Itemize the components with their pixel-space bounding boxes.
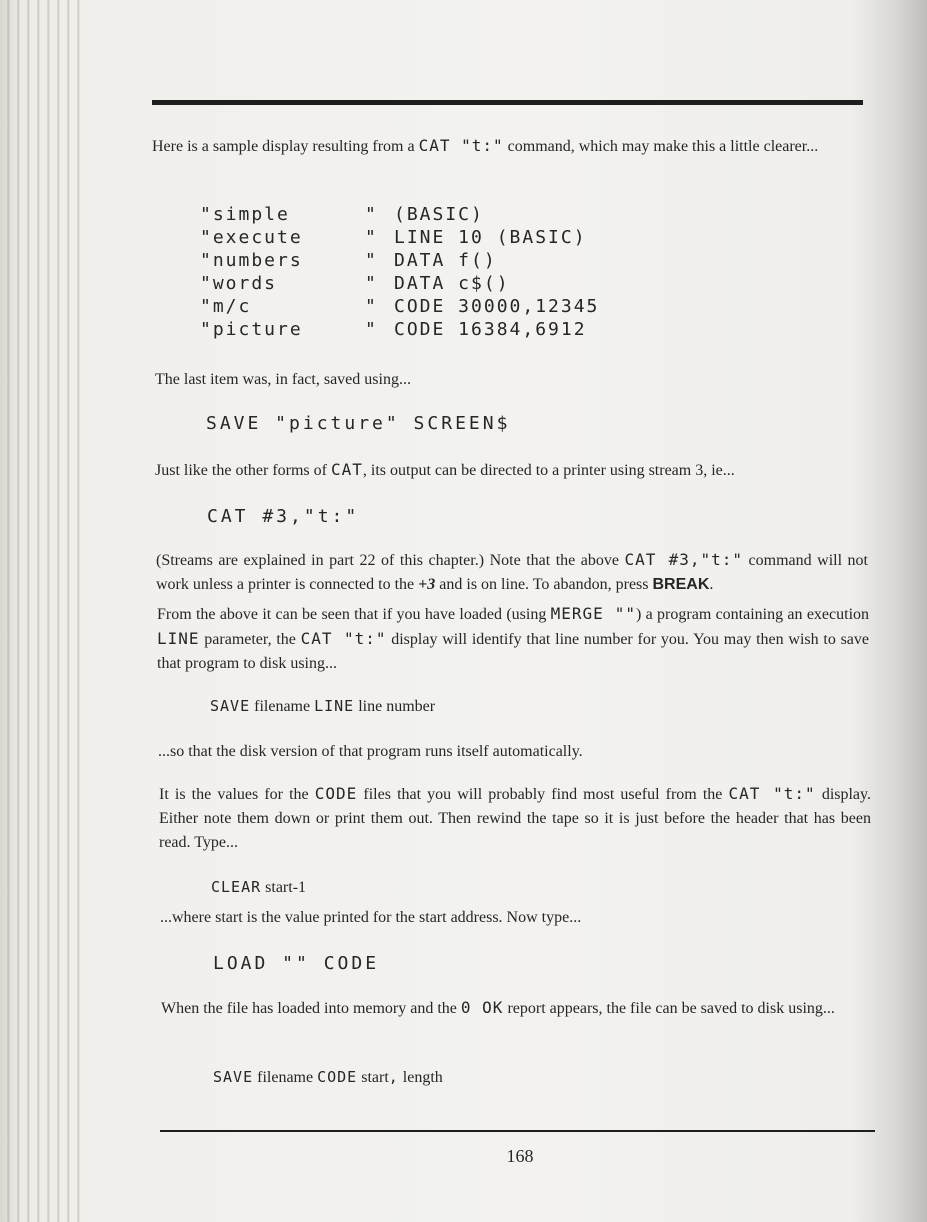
code-cat-stream: CAT #3,"t:" xyxy=(207,506,360,527)
code-text: line number xyxy=(354,698,436,715)
loaded-text-end: report appears, the file can be saved to disk using... xyxy=(503,1000,835,1017)
code-text: length xyxy=(398,1069,443,1086)
intro-text-end: command, which may make this a little clearer... xyxy=(503,138,819,155)
merge-text-mid2: parameter, the xyxy=(199,631,301,648)
cat-keyword: CAT "t:" xyxy=(728,784,816,803)
ok-report-keyword: 0 OK xyxy=(460,998,504,1017)
catalog-filename: "words xyxy=(200,273,278,294)
header-rule xyxy=(152,100,863,105)
streams-text: (Streams are explained in part 22 of this chapter.) Note that the above xyxy=(156,552,625,569)
footer-rule xyxy=(160,1130,875,1132)
catalog-info: CODE 30000,12345 xyxy=(394,296,600,317)
code-text: filename xyxy=(253,1069,318,1086)
values-paragraph xyxy=(159,782,871,855)
merge-text: From the above it can be seen that if you have loaded (using xyxy=(157,606,551,623)
code-keyword: CODE xyxy=(314,784,358,803)
catalog-info: CODE 16384,6912 xyxy=(394,319,587,340)
where-paragraph: ...where start is the value printed for the start address. Now type... xyxy=(160,909,582,926)
break-key-label: BREAK xyxy=(652,576,710,593)
comma-keyword: , xyxy=(388,1068,399,1086)
catalog-filename: "numbers xyxy=(200,250,303,271)
catalog-info: DATA f() xyxy=(394,250,497,271)
book-binding-edge xyxy=(0,0,80,1222)
loaded-text: When the file has loaded into memory and the xyxy=(161,1000,461,1017)
merge-keyword: MERGE "" xyxy=(550,604,637,623)
cat-keyword: CAT "t:" xyxy=(300,629,387,648)
catalog-info: LINE 10 (BASIC) xyxy=(394,227,587,248)
cat-keyword: CAT xyxy=(330,460,363,479)
printer-paragraph xyxy=(155,458,865,483)
page-number: 168 xyxy=(506,1146,534,1166)
save-keyword: SAVE xyxy=(213,1068,254,1086)
code-keyword: CODE xyxy=(317,1068,358,1086)
printer-text: Just like the other forms of xyxy=(155,462,331,479)
last-item-paragraph: The last item was, in fact, saved using... xyxy=(155,371,411,388)
intro-text: Here is a sample display resulting from a xyxy=(152,138,419,155)
code-clear xyxy=(211,878,306,897)
merge-text-end: display will identify that line number for you. You may then wish to save that program to disk using... xyxy=(157,631,870,672)
streams-text-mid: command will not work unless a printer is connected to the xyxy=(156,552,868,593)
values-text-mid: files that you will probably find most useful from the xyxy=(357,786,729,803)
catalog-quote: " xyxy=(365,296,378,317)
plus3-label: +3 xyxy=(418,576,436,593)
catalog-filename: "m/c xyxy=(200,296,252,317)
code-text: start xyxy=(357,1069,389,1086)
code-save-picture: SAVE "picture" SCREEN$ xyxy=(206,413,511,434)
catalog-filename: "picture xyxy=(200,319,303,340)
merge-text-mid: ) a program containing an execution xyxy=(636,606,870,623)
code-save-code xyxy=(213,1068,443,1087)
values-text: It is the values for the xyxy=(159,786,315,803)
cat-stream-keyword: CAT #3,"t:" xyxy=(624,550,743,569)
values-text-end: display. Either note them down or print them out. Then rewind the tape so it is just before the header that has been read. Type... xyxy=(159,786,871,851)
streams-text-mid2: and is on line. To abandon, press xyxy=(435,576,653,593)
intro-paragraph xyxy=(152,134,864,159)
line-keyword: LINE xyxy=(314,697,355,715)
merge-paragraph xyxy=(157,602,869,676)
streams-paragraph xyxy=(156,548,868,597)
save-keyword: SAVE xyxy=(210,697,251,715)
code-text: start-1 xyxy=(261,879,307,896)
catalog-quote: " xyxy=(365,204,378,225)
catalog-quote: " xyxy=(365,227,378,248)
loaded-paragraph xyxy=(161,996,873,1021)
catalog-quote: " xyxy=(365,319,378,340)
catalog-info: DATA c$() xyxy=(394,273,510,294)
line-keyword: LINE xyxy=(157,629,200,648)
catalog-info: (BASIC) xyxy=(394,204,484,225)
clear-keyword: CLEAR xyxy=(211,878,262,896)
code-save-line xyxy=(210,697,435,716)
catalog-filename: "simple xyxy=(200,204,290,225)
streams-text-end: . xyxy=(709,576,714,593)
catalog-quote: " xyxy=(365,250,378,271)
code-load: LOAD "" CODE xyxy=(213,953,380,974)
auto-run-paragraph: ...so that the disk version of that program runs itself automatically. xyxy=(158,743,583,760)
catalog-quote: " xyxy=(365,273,378,294)
cat-command-keyword: CAT "t:" xyxy=(418,136,504,155)
catalog-filename: "execute xyxy=(200,227,303,248)
printer-text-end: , its output can be directed to a printer using stream 3, ie... xyxy=(362,462,735,479)
code-text: filename xyxy=(250,698,315,715)
